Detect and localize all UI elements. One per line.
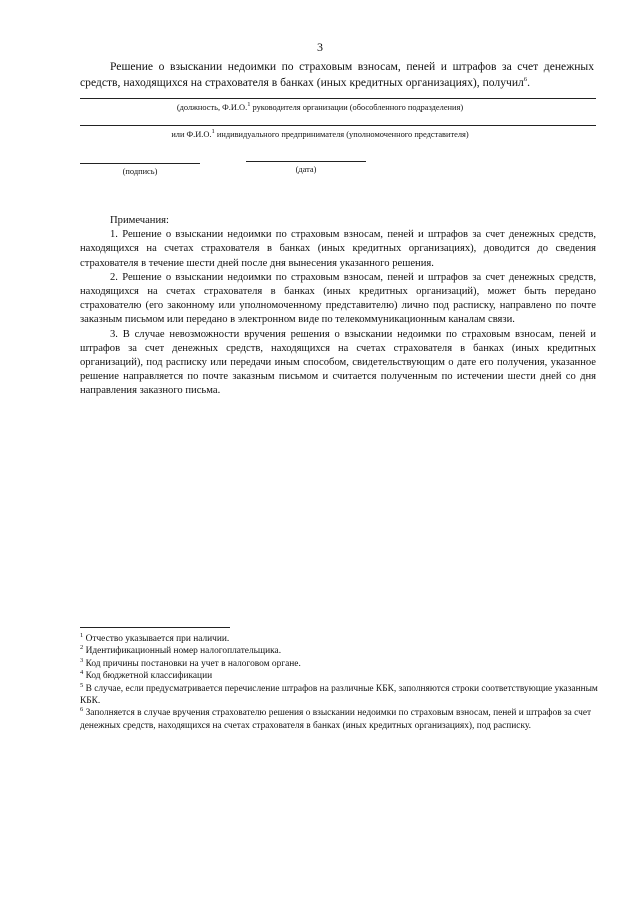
footnotes — [80, 633, 600, 732]
footnote-text: Код бюджетной классификации — [83, 671, 213, 682]
position-name-line — [80, 98, 596, 99]
footnote-text: Заполняется в случае вручения страхователю решения о взыскании недоимки по страховым взносам, пеней и штрафов за счет денежных средств, находящихся на счетах страхователя в банках (иных кредитных организациях), под расписку. — [80, 708, 592, 731]
receipt-statement-end: . — [527, 75, 530, 89]
entrepreneur-caption-sup: 1 — [211, 128, 215, 136]
entrepreneur-caption — [0, 130, 640, 140]
footnote-item — [80, 633, 600, 645]
position-caption-b: руководителя организации (обособленного подразделения) — [250, 103, 464, 112]
footnote-item — [80, 683, 600, 708]
footnote-number: 5 — [80, 681, 84, 689]
footnote-text: Отчество указывается при наличии. — [83, 634, 230, 644]
position-caption-a: (должность, Ф.И.О. — [176, 103, 248, 112]
position-caption — [0, 103, 640, 113]
footnote-ref-6: 6 — [523, 75, 528, 83]
footnote-number: 2 — [80, 644, 84, 652]
notes-heading: Примечания: — [110, 215, 169, 226]
date-caption: (дата) — [295, 165, 317, 174]
entrepreneur-name-line — [80, 125, 596, 126]
entrepreneur-caption-b: индивидуального предпринимателя (уполномоченного представителя) — [214, 130, 469, 139]
note-item-1: 1. Решение о взыскании недоимки по страховым взносам, пеней и штрафов за счет денежных средств, находящихся на счетах страхователя в банках (иных кредитных организациях), доводится до сведения страхователя в течение шести дней после дня вынесения указанного решения. — [80, 229, 596, 269]
signature-line — [80, 163, 200, 164]
footnote-text: Идентификационный номер налогоплательщика. — [83, 646, 282, 657]
receipt-statement-text: Решение о взыскании недоимки по страховым взносам, пеней и штрафов за счет денежных средств, находящихся на страхователя в банках (иных кредитных организациях), получил — [80, 60, 594, 89]
notes-section — [80, 214, 596, 399]
entrepreneur-caption-a: или Ф.И.О. — [171, 130, 212, 139]
note-item-3: 3. В случае невозможности вручения решения о взыскании недоимки по страховым взносам, пеней и штрафов за счет денежных средств, находящихся на счетах страхователя в банках (иных кредитных организаций), под расписку или передачи иным способом, свидетельствующим о дате его получения, указанное решение направляется по почте заказным письмом и считается полученным по истечении шести дней со дня направления заказного письма. — [80, 328, 596, 397]
footnote-item — [80, 670, 600, 682]
date-line — [246, 161, 366, 162]
footnote-number: 6 — [80, 706, 84, 714]
signature-caption: (подпись) — [122, 167, 158, 176]
footnote-number: 4 — [80, 669, 84, 677]
receipt-statement — [80, 59, 594, 90]
footnote-item — [80, 645, 600, 657]
footnote-number: 1 — [80, 631, 84, 639]
page-number: 3 — [317, 40, 323, 54]
footnote-text: В случае, если предусматривается перечисление штрафов на различные КБК, заполняются строки соответствующие указанным КБК. — [80, 683, 598, 707]
note-item-2: 2. Решение о взыскании недоимки по страховым взносам, пеней и штрафов за счет денежных средств, находящихся на счетах страхователя в банках (иных кредитных организаций), может быть передано страхователю (его законному или уполномоченному представителю) лично под расписку, направлено по почте заказным письмом или передано в электронном виде по телекоммуникационным каналам связи. — [80, 271, 596, 326]
footnote-text: Код причины постановки на учет в налоговом органе. — [83, 658, 301, 669]
position-caption-sup: 1 — [247, 101, 251, 109]
footnote-separator — [80, 627, 230, 628]
footnote-number: 3 — [80, 656, 84, 664]
footnote-item — [80, 658, 600, 670]
footnote-item — [80, 707, 600, 732]
